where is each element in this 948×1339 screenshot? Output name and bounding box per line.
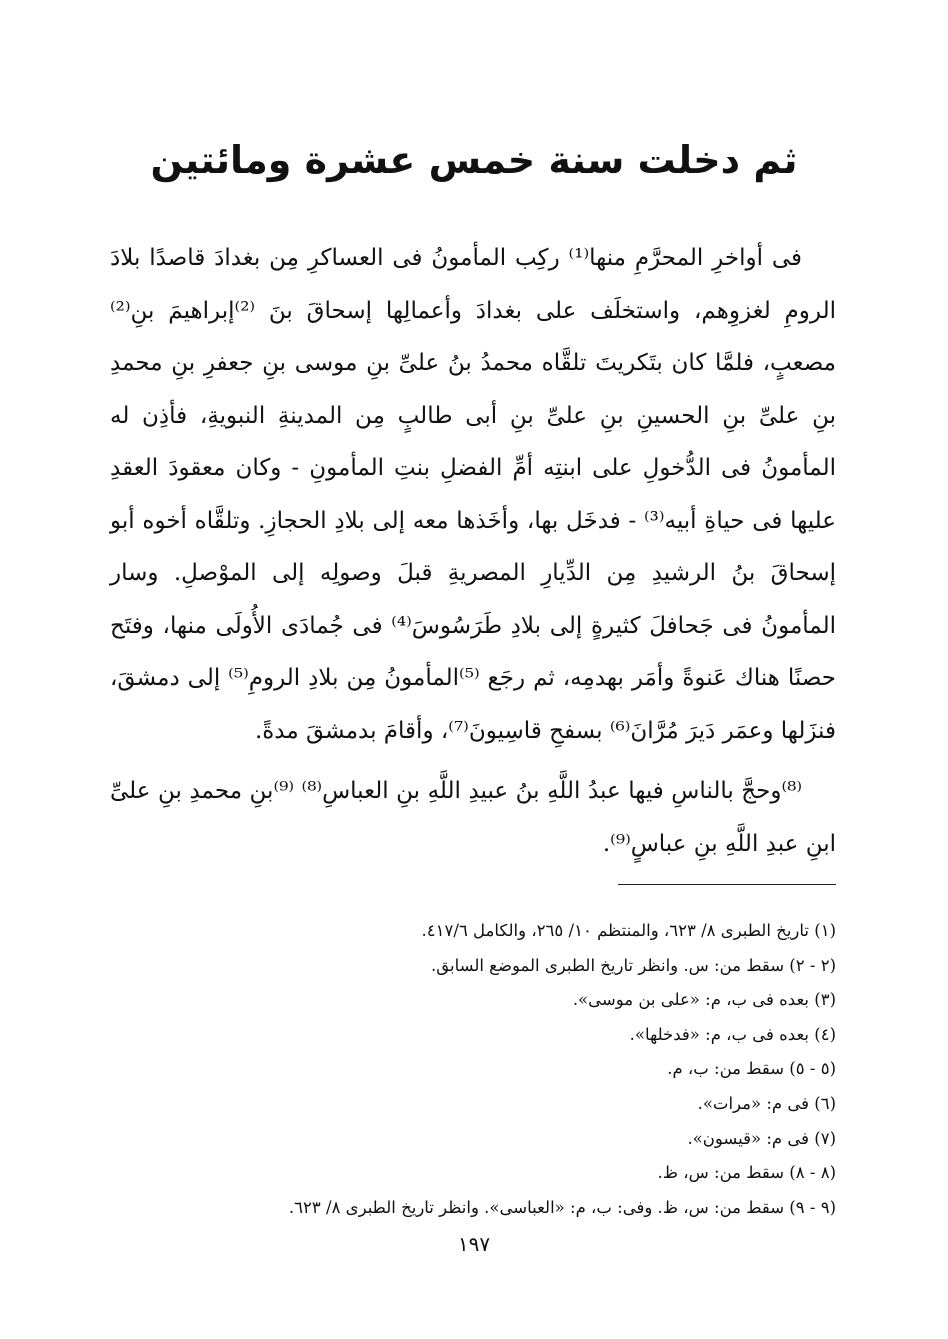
chapter-heading: ثم دخلت سنة خمس عشرة ومائتين [150,138,798,182]
footnote: (٥ - ٥) سقط من: ب، م. [667,1059,836,1079]
footnote-separator [618,884,836,885]
footnote: (٩ - ٩) سقط من: س، ظ. وفى: ب، م: «العباسى». وانظر تاريخ الطبرى ٨/ ٦٢٣. [288,1197,836,1217]
page-number: ١٩٧ [457,1232,491,1256]
footnote: (٦) فى م: «مرات». [697,1093,836,1113]
footnote: (٢ - ٢) سقط من: س. وانظر تاريخ الطبرى الموضع السابق. [430,955,836,975]
footnote: (٨ - ٨) سقط من: س، ظ. [657,1163,836,1183]
footnotes-list [110,914,836,1225]
footnote: (١) تاريخ الطبرى ٨/ ٦٢٣، والمنتظم ١٠/ ٢٦٥، والكامل ٤١٧/٦. [421,921,836,940]
paragraph: ⁽⁸⁾وحجَّ بالناسِ فيها عبدُ اللَّهِ بنُ عبيدِ اللَّهِ بنِ العباسِ⁽⁸⁾ ⁽⁹⁾بنِ محمدِ بنِ علىِّ ابنِ عبدِ اللَّهِ بنِ عباسٍ⁽⁹⁾. [110,778,836,857]
footnote: (٧) فى م: «قيسون». [687,1128,836,1148]
footnote: (٣) بعده فى ب، م: «على بن موسى». [572,990,836,1010]
footnote: (٤) بعده فى ب، م: «فدخلها». [629,1024,836,1044]
paragraph: فى أواخرِ المحرَّمِ منها⁽¹⁾ ركِب المأمونُ فى العساكرِ مِن بغدادَ قاصدًا بلادَ الرومِ لغزوِهم، واستخلَف على بغدادَ وأعمالِها إسحاقَ بنَ ⁽²⁾إبراهيمَ بنِ⁽²⁾ مصعبٍ، فلمَّا كان بتَكريتَ تلقَّاه محمدُ بنُ علىِّ بنِ موسى بنِ جعفرِ بنِ محمدِ بنِ علىِّ بنِ الحسينِ بنِ علىِّ بنِ أبى طالبٍ مِن المدينةِ النبويةِ، فأذِن له المأمونُ فى الدُّخولِ على ابنتِه أمِّ الفضلِ بنتِ المأمونِ - وكان معقودَ العقدِ عليها فى حياةِ أبيه⁽³⁾ - فدخَل بها، وأخَذها معه إلى بلادِ الحجازِ. وتلقَّاه أخوه أبو إسحاقَ بنُ الرشيدِ مِن الدِّيارِ المصريةِ قبلَ وصولِه إلى الموْصلِ. وسار المأمونُ فى جَحافلَ كثيرةٍ إلى بلادِ طَرَسُوسَ⁽⁴⁾ فى جُمادَى الأُولَى منها، وفتَح حصنًا هناك عَنوةً وأمَر بهدمِه، ثم رجَع ⁽⁵⁾المأمونُ مِن بلادِ الرومِ⁽⁵⁾ إلى دمشقَ، فنزَلها وعمَر دَيرَ مُرَّانَ⁽⁶⁾ بسفحِ قاسِيونَ⁽⁷⁾، وأقامَ بدمشقَ مدةً. [110,245,837,744]
main-text [110,232,836,870]
